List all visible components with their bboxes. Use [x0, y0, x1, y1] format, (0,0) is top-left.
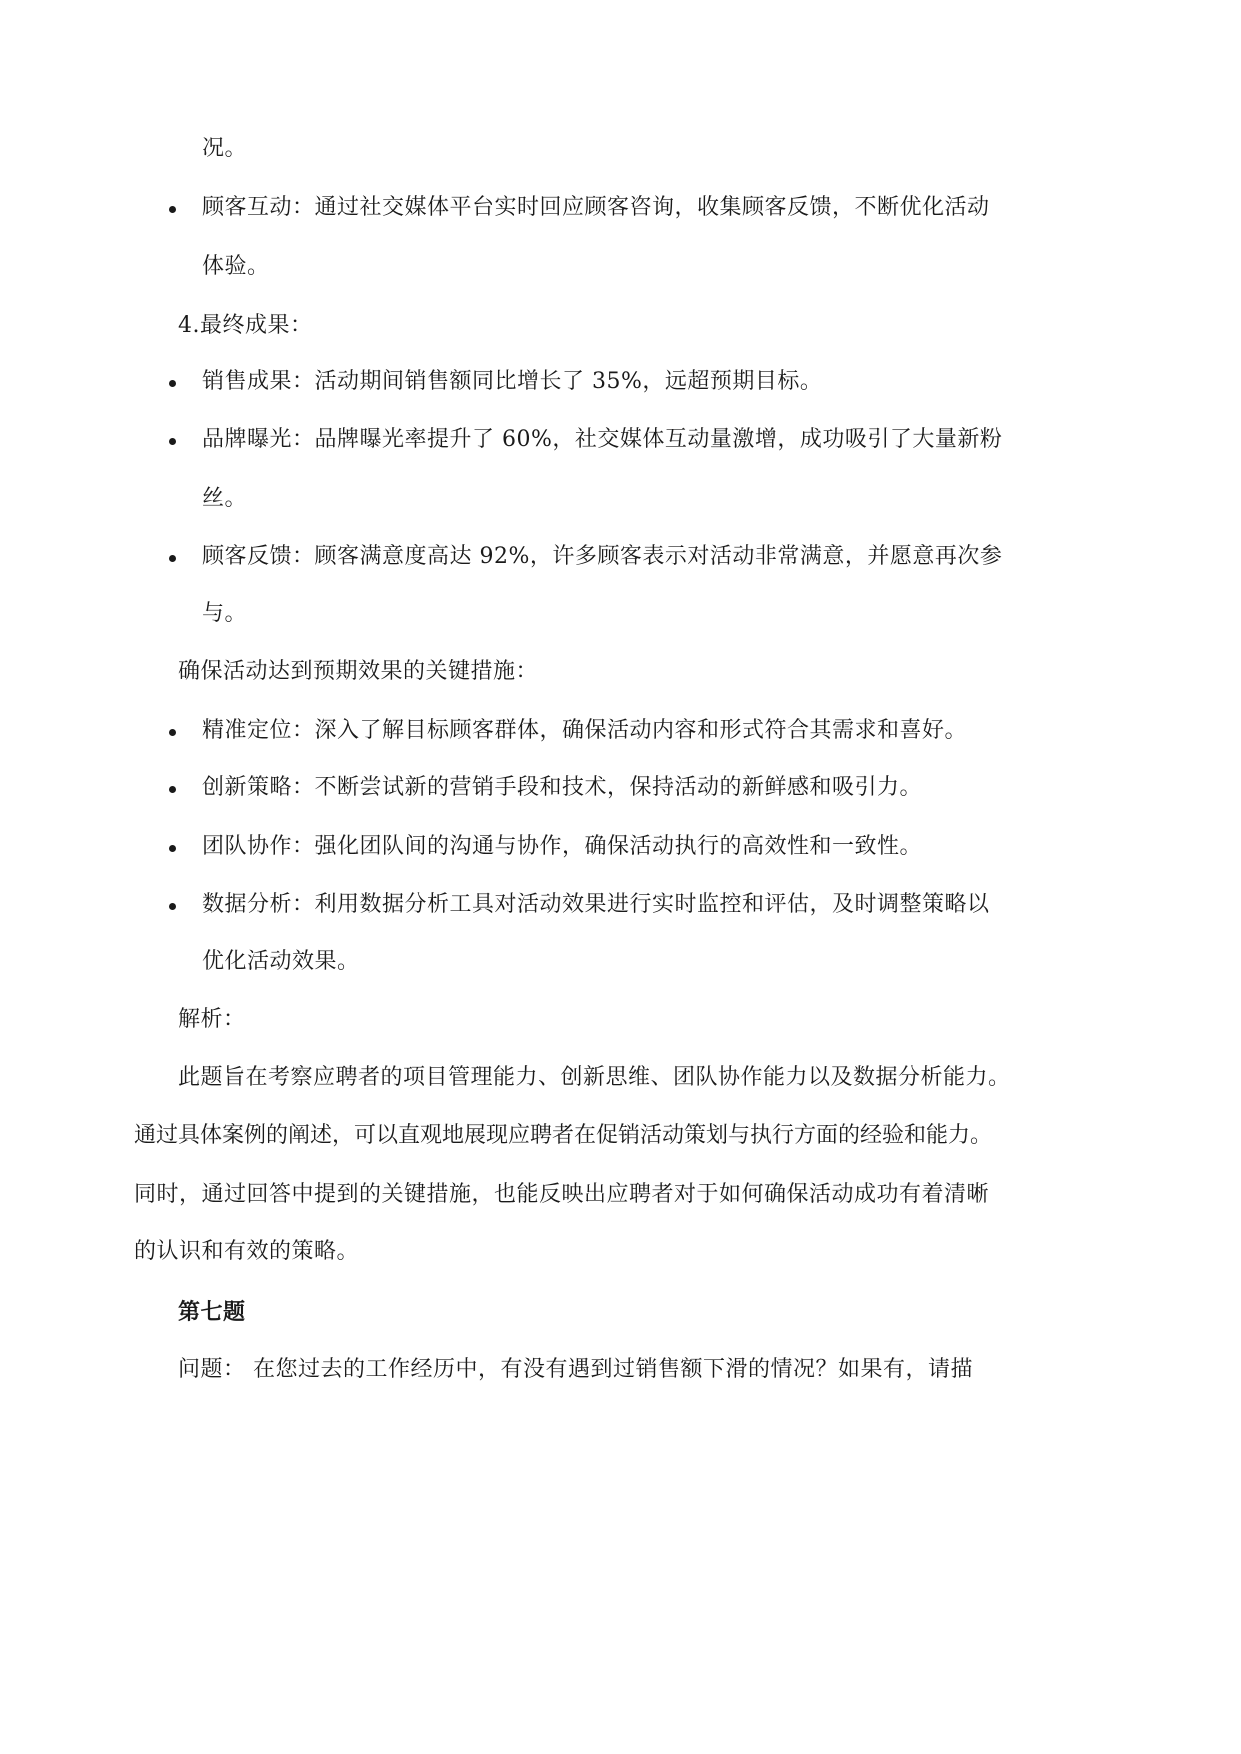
list-item: 团队协作：强化团队间的沟通与协作，确保活动执行的高效性和一致性。 — [202, 834, 923, 859]
list-item: 顾客互动：通过社交媒体平台实时回应顾客咨询，收集顾客反馈，不断优化活动 — [202, 195, 990, 220]
paragraph-heading: 确保活动达到预期效果的关键措施： — [178, 659, 539, 684]
bullet-icon — [169, 380, 176, 387]
list-item: 创新策略：不断尝试新的营销手段和技术，保持活动的新鲜感和吸引力。 — [202, 775, 923, 800]
bullet-icon — [169, 729, 176, 736]
question-title: 第七题 — [178, 1299, 246, 1325]
bullet-icon — [169, 786, 176, 793]
text-line: 体验。 — [202, 254, 270, 279]
paragraph-line: 的认识和有效的策略。 — [134, 1239, 360, 1264]
text-line: 优化活动效果。 — [202, 949, 360, 974]
bullet-icon — [169, 555, 176, 562]
text-line: 况。 — [202, 136, 248, 161]
paragraph-heading: 解析： — [178, 1007, 246, 1032]
paragraph-line: 通过具体案例的阐述，可以直观地展现应聘者在促销活动策划与执行方面的经验和能力。 — [134, 1123, 993, 1148]
paragraph-line: 此题旨在考察应聘者的项目管理能力、创新思维、团队协作能力以及数据分析能力。 — [178, 1065, 1011, 1090]
section-heading: 4.最终成果： — [178, 313, 313, 338]
list-item: 品牌曝光：品牌曝光率提升了 60%，社交媒体互动量激增，成功吸引了大量新粉 — [202, 427, 1003, 452]
list-item: 数据分析：利用数据分析工具对活动效果进行实时监控和评估，及时调整策略以 — [202, 892, 990, 917]
list-item: 顾客反馈：顾客满意度高达 92%，许多顾客表示对活动非常满意，并愿意再次参 — [202, 544, 1003, 569]
question-line: 问题： 在您过去的工作经历中，有没有遇到过销售额下滑的情况？如果有，请描 — [178, 1357, 973, 1382]
bullet-icon — [169, 845, 176, 852]
list-item: 销售成果：活动期间销售额同比增长了 35%，远超预期目标。 — [202, 369, 823, 394]
bullet-icon — [169, 206, 176, 213]
bullet-icon — [169, 903, 176, 910]
text-line: 丝。 — [202, 486, 248, 511]
list-item: 精准定位：深入了解目标顾客群体，确保活动内容和形式符合其需求和喜好。 — [202, 718, 968, 743]
paragraph-line: 同时，通过回答中提到的关键措施，也能反映出应聘者对于如何确保活动成功有着清晰 — [134, 1182, 990, 1207]
text-line: 与。 — [202, 601, 248, 626]
bullet-icon — [169, 438, 176, 445]
